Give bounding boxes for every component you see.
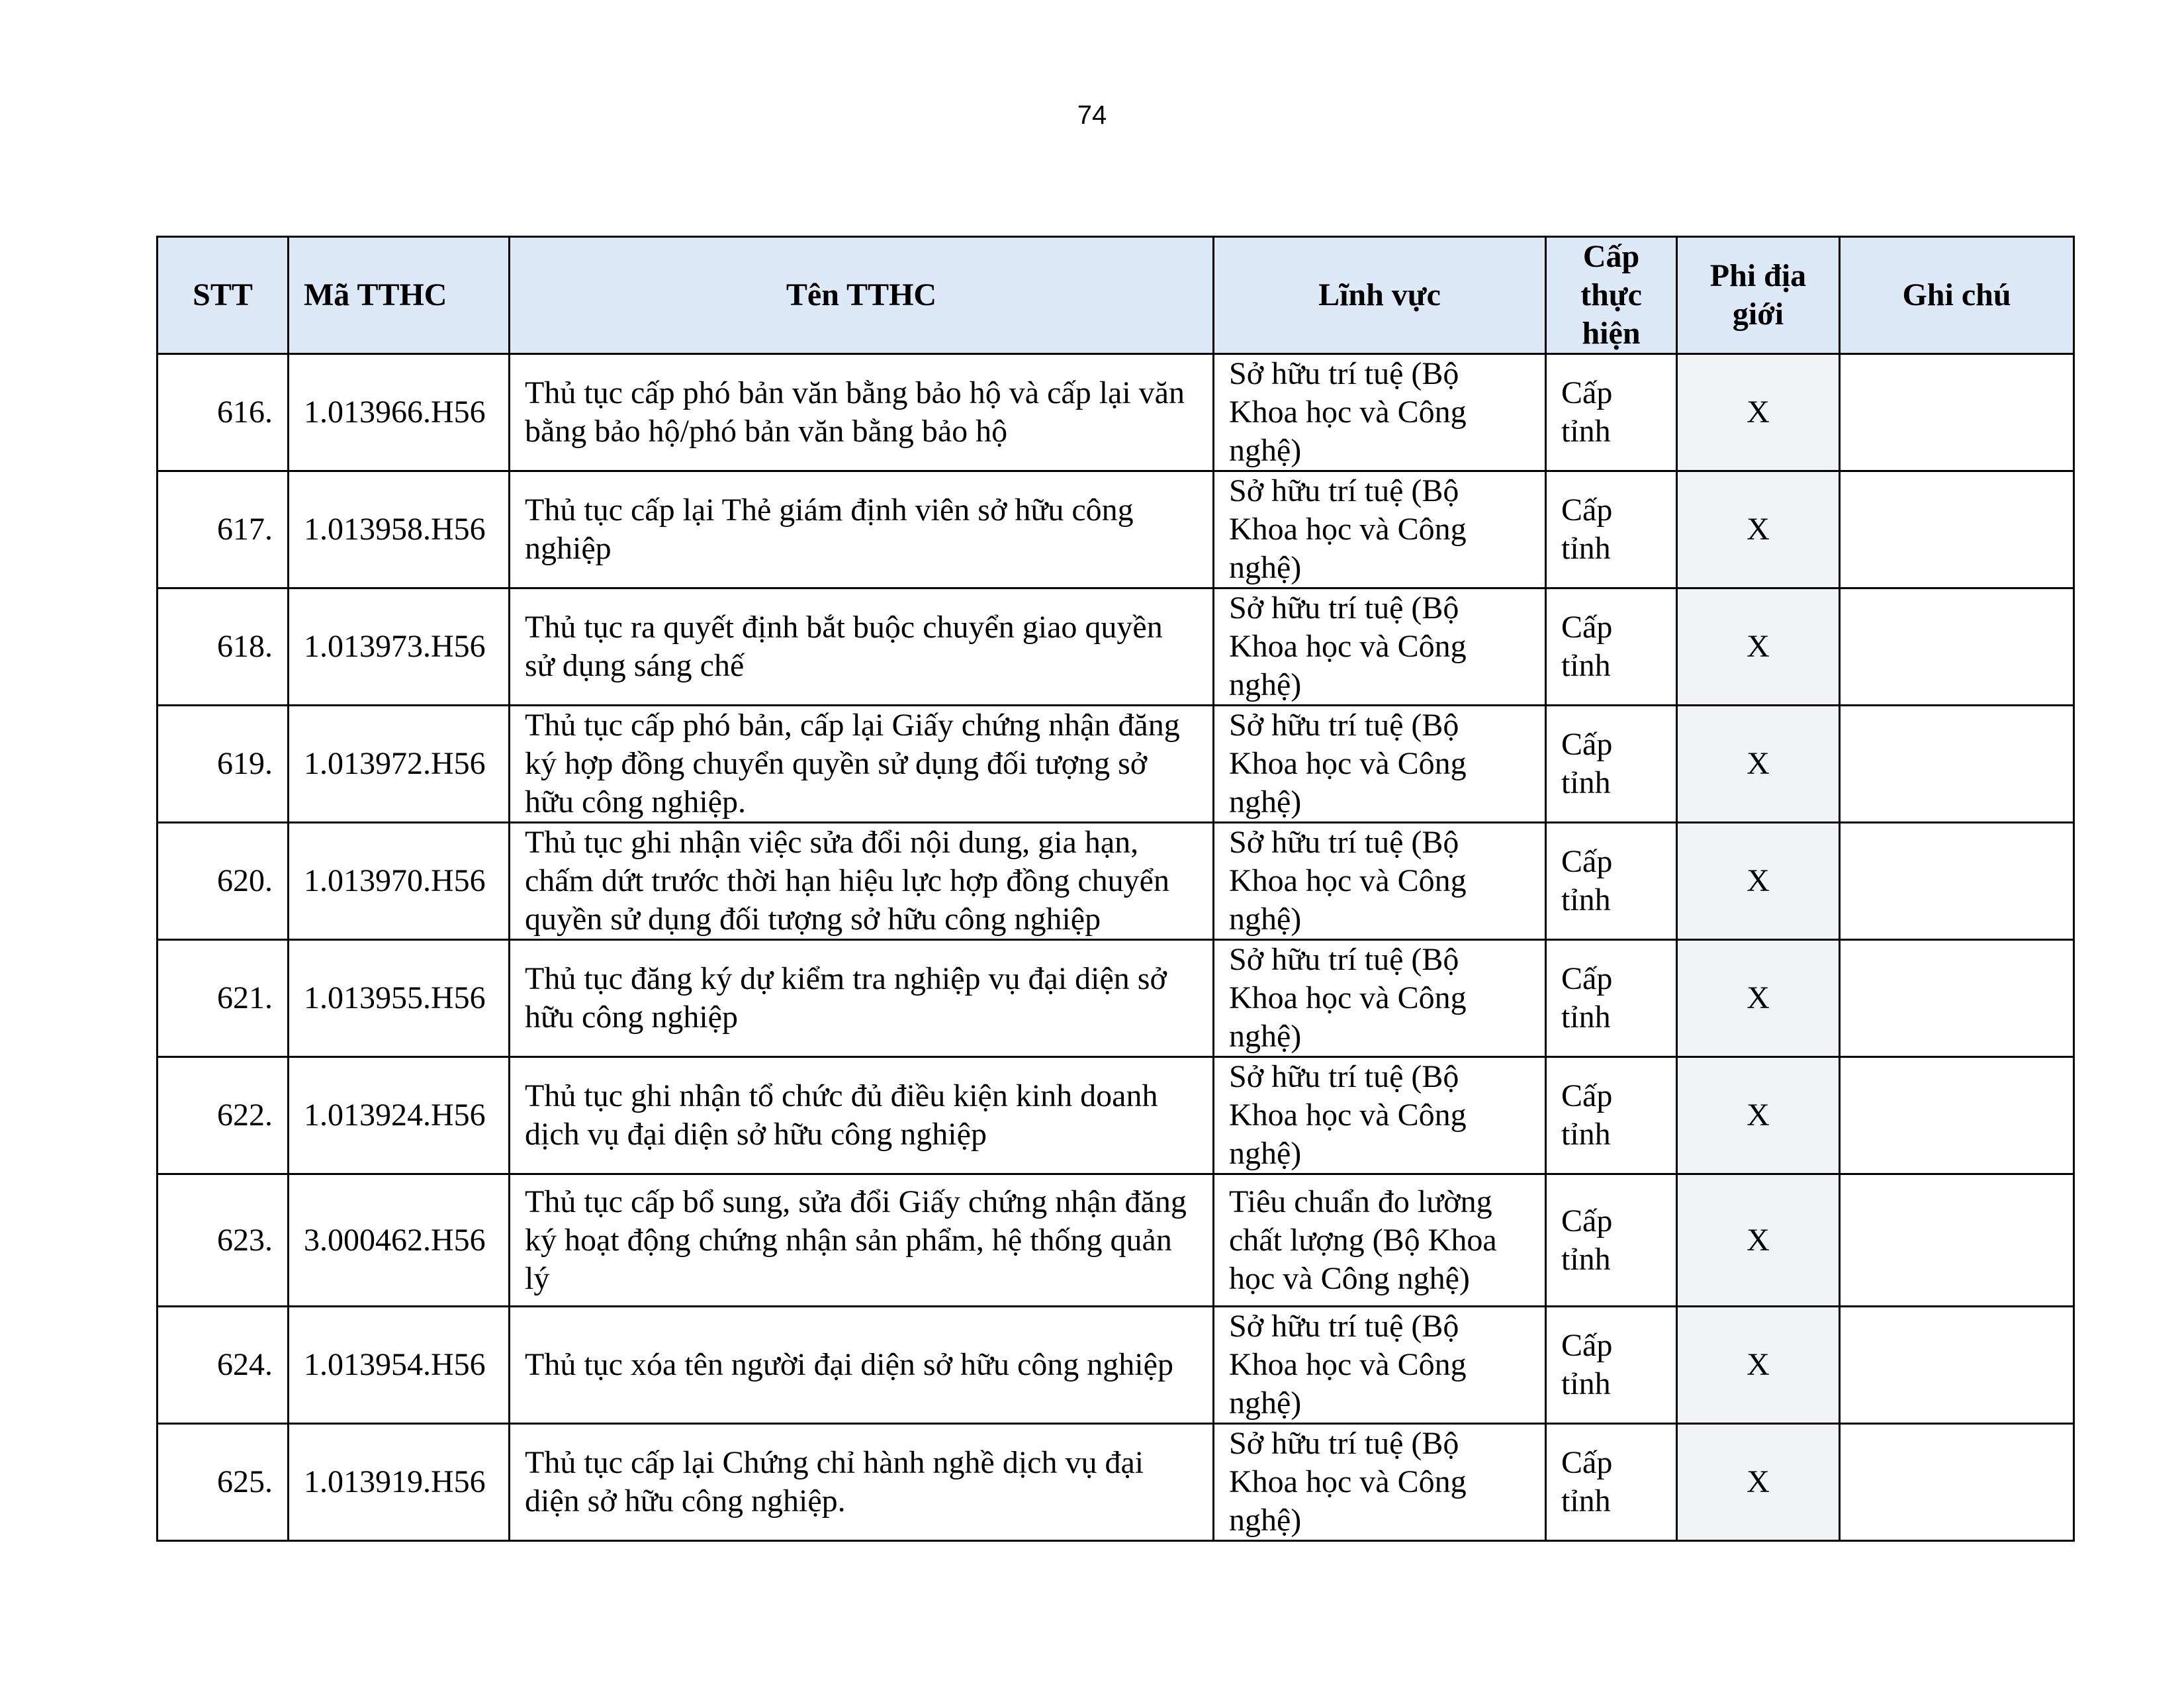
cell-non-border: X: [1677, 1057, 1840, 1174]
cell-note: [1840, 706, 2074, 823]
cell-name: Thủ tục cấp phó bản văn bằng bảo hộ và cấp lại văn bằng bảo hộ/phó bản văn bằng bảo hộ: [510, 354, 1214, 471]
cell-code: 1.013924.H56: [289, 1057, 510, 1174]
table-row: [158, 588, 2074, 706]
cell-code: 3.000462.H56: [289, 1174, 510, 1307]
cell-non-border: X: [1677, 1307, 1840, 1424]
table-row: [158, 354, 2074, 471]
cell-non-border: X: [1677, 471, 1840, 588]
cell-note: [1840, 588, 2074, 706]
cell-non-border: X: [1677, 588, 1840, 706]
table-header-row: [158, 237, 2074, 354]
cell-stt: 625.: [158, 1424, 289, 1541]
cell-non-border: X: [1677, 1424, 1840, 1541]
cell-level: Cấp tỉnh: [1546, 588, 1677, 706]
cell-non-border: X: [1677, 823, 1840, 940]
cell-code: 1.013966.H56: [289, 354, 510, 471]
table-row: [158, 1424, 2074, 1541]
cell-stt: 620.: [158, 823, 289, 940]
cell-level: Cấp tỉnh: [1546, 1174, 1677, 1307]
cell-note: [1840, 940, 2074, 1057]
table-row: [158, 940, 2074, 1057]
table-row: [158, 1307, 2074, 1424]
procedures-table: [156, 236, 2075, 1542]
cell-non-border: X: [1677, 706, 1840, 823]
cell-name: Thủ tục đăng ký dự kiểm tra nghiệp vụ đại diện sở hữu công nghiệp: [510, 940, 1214, 1057]
cell-stt: 624.: [158, 1307, 289, 1424]
cell-field: Sở hữu trí tuệ (Bộ Khoa học và Công nghệ): [1214, 1307, 1546, 1424]
cell-name: Thủ tục cấp lại Chứng chỉ hành nghề dịch vụ đại diện sở hữu công nghiệp.: [510, 1424, 1214, 1541]
cell-stt: 623.: [158, 1174, 289, 1307]
header-field: Lĩnh vực: [1214, 237, 1546, 354]
cell-code: 1.013958.H56: [289, 471, 510, 588]
cell-field: Sở hữu trí tuệ (Bộ Khoa học và Công nghệ): [1214, 471, 1546, 588]
header-name: Tên TTHC: [510, 237, 1214, 354]
page-number: 74: [1077, 101, 1107, 130]
cell-note: [1840, 1174, 2074, 1307]
cell-note: [1840, 471, 2074, 588]
cell-non-border: X: [1677, 1174, 1840, 1307]
cell-level: Cấp tỉnh: [1546, 940, 1677, 1057]
cell-level: Cấp tỉnh: [1546, 823, 1677, 940]
cell-field: Sở hữu trí tuệ (Bộ Khoa học và Công nghệ): [1214, 823, 1546, 940]
cell-stt: 616.: [158, 354, 289, 471]
cell-code: 1.013972.H56: [289, 706, 510, 823]
cell-non-border: X: [1677, 940, 1840, 1057]
cell-code: 1.013955.H56: [289, 940, 510, 1057]
cell-code: 1.013954.H56: [289, 1307, 510, 1424]
cell-field: Sở hữu trí tuệ (Bộ Khoa học và Công nghệ): [1214, 706, 1546, 823]
cell-field: Sở hữu trí tuệ (Bộ Khoa học và Công nghệ): [1214, 588, 1546, 706]
cell-stt: 617.: [158, 471, 289, 588]
header-non-border: Phi địa giới: [1677, 237, 1840, 354]
cell-field: Tiêu chuẩn đo lường chất lượng (Bộ Khoa học và Công nghệ): [1214, 1174, 1546, 1307]
table-row: [158, 471, 2074, 588]
cell-level: Cấp tỉnh: [1546, 1424, 1677, 1541]
cell-stt: 618.: [158, 588, 289, 706]
cell-name: Thủ tục ghi nhận việc sửa đổi nội dung, gia hạn, chấm dứt trước thời hạn hiệu lực hợp đồng chuyển quyền sử dụng đối tượng sở hữu công nghiệp: [510, 823, 1214, 940]
cell-level: Cấp tỉnh: [1546, 1307, 1677, 1424]
table-row: [158, 1057, 2074, 1174]
cell-code: 1.013973.H56: [289, 588, 510, 706]
cell-code: 1.013919.H56: [289, 1424, 510, 1541]
cell-note: [1840, 1307, 2074, 1424]
header-code: Mã TTHC: [289, 237, 510, 354]
cell-stt: 622.: [158, 1057, 289, 1174]
cell-level: Cấp tỉnh: [1546, 471, 1677, 588]
cell-name: Thủ tục cấp lại Thẻ giám định viên sở hữu công nghiệp: [510, 471, 1214, 588]
cell-field: Sở hữu trí tuệ (Bộ Khoa học và Công nghệ): [1214, 940, 1546, 1057]
header-level: Cấp thực hiện: [1546, 237, 1677, 354]
cell-name: Thủ tục ghi nhận tổ chức đủ điều kiện kinh doanh dịch vụ đại diện sở hữu công nghiệp: [510, 1057, 1214, 1174]
header-note: Ghi chú: [1840, 237, 2074, 354]
cell-level: Cấp tỉnh: [1546, 354, 1677, 471]
cell-stt: 619.: [158, 706, 289, 823]
cell-field: Sở hữu trí tuệ (Bộ Khoa học và Công nghệ): [1214, 1424, 1546, 1541]
cell-note: [1840, 354, 2074, 471]
table-row: [158, 823, 2074, 940]
cell-name: Thủ tục cấp bổ sung, sửa đổi Giấy chứng nhận đăng ký hoạt động chứng nhận sản phẩm, hệ thống quản lý: [510, 1174, 1214, 1307]
header-stt: STT: [158, 237, 289, 354]
table-row: [158, 1174, 2074, 1307]
cell-note: [1840, 1424, 2074, 1541]
cell-stt: 621.: [158, 940, 289, 1057]
cell-level: Cấp tỉnh: [1546, 1057, 1677, 1174]
cell-name: Thủ tục cấp phó bản, cấp lại Giấy chứng nhận đăng ký hợp đồng chuyển quyền sử dụng đối tượng sở hữu công nghiệp.: [510, 706, 1214, 823]
cell-field: Sở hữu trí tuệ (Bộ Khoa học và Công nghệ): [1214, 1057, 1546, 1174]
cell-note: [1840, 1057, 2074, 1174]
cell-non-border: X: [1677, 354, 1840, 471]
cell-note: [1840, 823, 2074, 940]
table-row: [158, 706, 2074, 823]
cell-name: Thủ tục ra quyết định bắt buộc chuyển giao quyền sử dụng sáng chế: [510, 588, 1214, 706]
cell-name: Thủ tục xóa tên người đại diện sở hữu công nghiệp: [510, 1307, 1214, 1424]
cell-code: 1.013970.H56: [289, 823, 510, 940]
cell-field: Sở hữu trí tuệ (Bộ Khoa học và Công nghệ): [1214, 354, 1546, 471]
cell-level: Cấp tỉnh: [1546, 706, 1677, 823]
